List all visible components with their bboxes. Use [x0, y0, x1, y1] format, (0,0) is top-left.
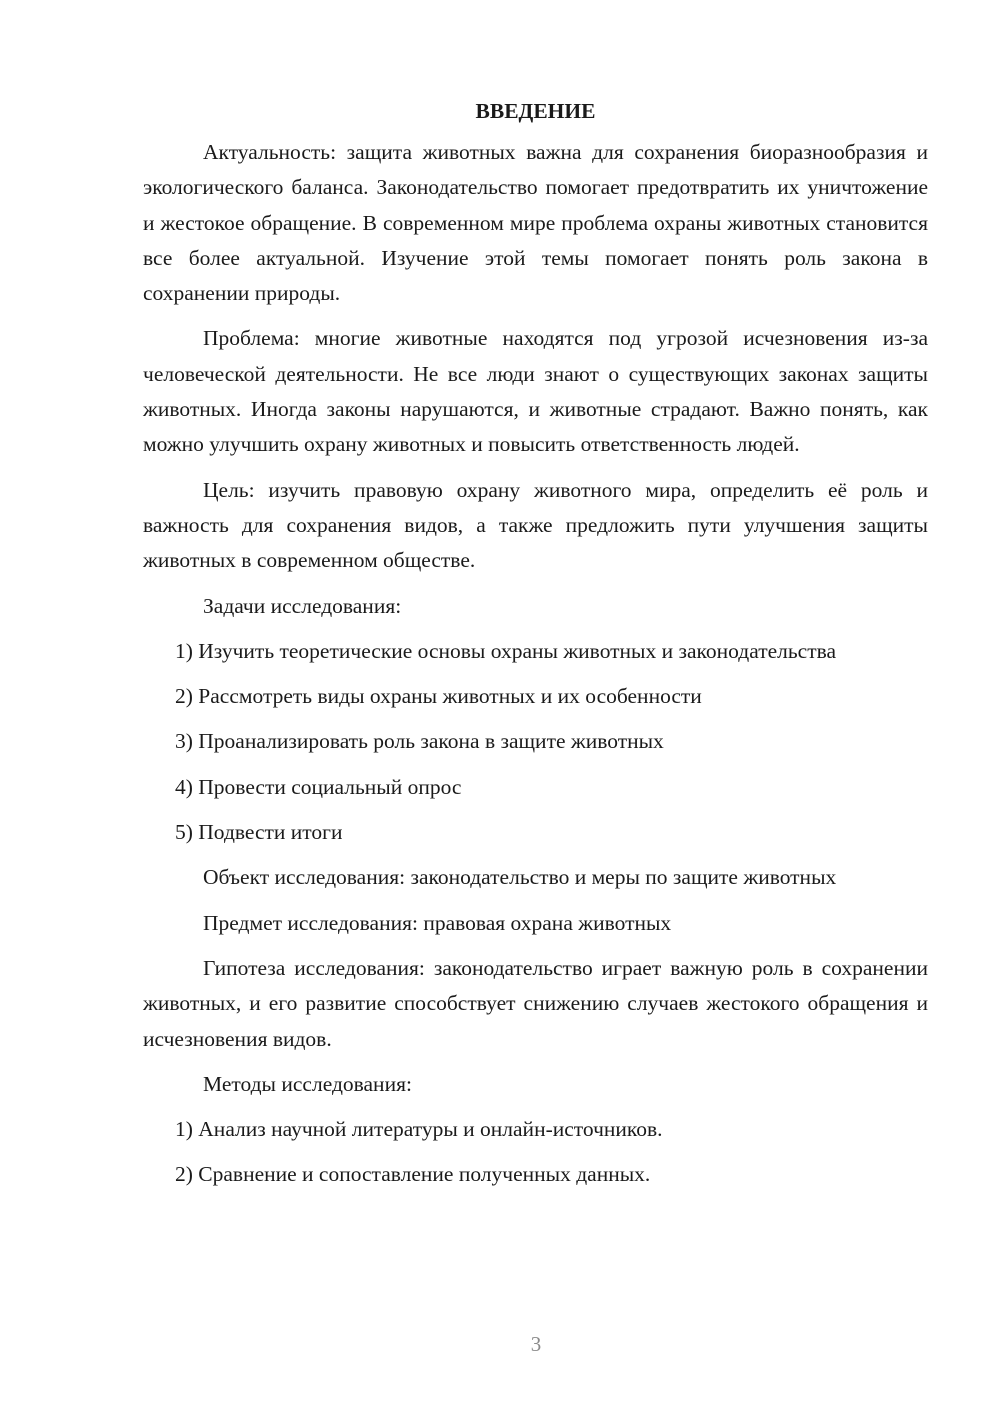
task-item-5: 5) Подвести итоги [175, 820, 343, 845]
page-body [143, 96, 928, 1203]
hypothesis-paragraph: Гипотеза исследования: законодательство играет важную роль в сохранении животных, и его развитие способствует снижению случаев жестокого обращения и исчезновения видов. [143, 955, 928, 1051]
method-item-2: 2) Сравнение и сопоставление полученных данных. [175, 1162, 651, 1187]
method-item-1: 1) Анализ научной литературы и онлайн-источников. [175, 1117, 663, 1142]
task-item-1: 1) Изучить теоретические основы охраны животных и законодательства [175, 638, 837, 663]
task-item-2: 2) Рассмотреть виды охраны животных и их особенности [175, 684, 702, 709]
task-item-4: 4) Провести социальный опрос [175, 774, 462, 799]
relevance-paragraph: Актуальность: защита животных важна для сохранения биоразнообразия и экологического баланса. Законодательство помогает предотвратить их уничтожение и жестокое обращение. В современном мире проблема охраны животных становится все более актуальной. Изучение этой темы помогает понять роль закона в сохранении природы. [143, 140, 928, 306]
methods-title: Методы исследования: [203, 1071, 412, 1096]
problem-paragraph: Проблема: многие животные находятся под угрозой исчезновения из-за человеческой деятельности. Не все люди знают о существующих законах защиты животных. Иногда законы нарушаются, и животные страдают. Важно понять, как можно улучшить охрану животных и повысить ответственность людей. [143, 326, 928, 457]
goal-paragraph: Цель: изучить правовую охрану животного мира, определить её роль и важность для сохранения видов, а также предложить пути улучшения защиты животных в современном обществе. [143, 477, 928, 573]
page-number: 3 [530, 1332, 542, 1356]
task-item-3: 3) Проанализировать роль закона в защите животных [175, 729, 664, 754]
object-paragraph: Объект исследования: законодательство и меры по защите животных [203, 865, 837, 890]
section-heading: ВВЕДЕНИЕ [475, 99, 596, 123]
tasks-title: Задачи исследования: [203, 593, 402, 618]
subject-paragraph: Предмет исследования: правовая охрана животных [203, 910, 672, 935]
